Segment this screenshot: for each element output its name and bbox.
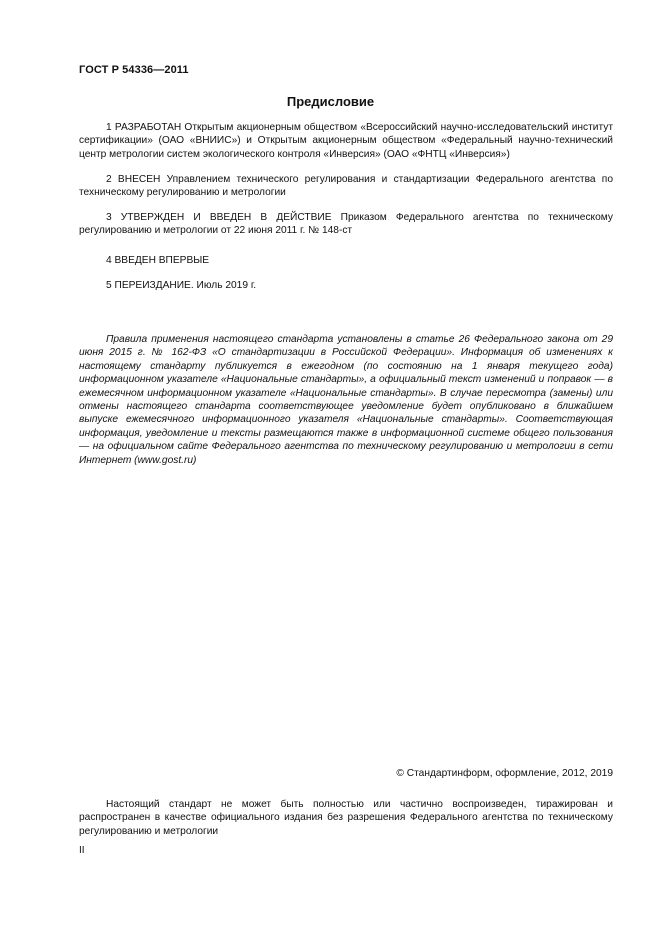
preface-item-5 (79, 279, 613, 292)
standard-code: ГОСТ Р 54336—2011 (79, 64, 189, 76)
preface-item-text: 4 ВВЕДЕН ВПЕРВЫЕ (106, 255, 210, 266)
page-title: Предисловие (286, 94, 375, 109)
preface-item-text: 5 ПЕРЕИЗДАНИЕ. Июль 2019 г. (106, 280, 257, 291)
preface-item-text: 1 РАЗРАБОТАН Открытым акционерным обществом «Всероссийский научно-исследовательский институт сертификации» (ОАО «ВНИИС») и Открытым акционерным обществом «Федеральный научно-технический центр метрологии систем экологического контроля «Инверсия» (ОАО «ФНТЦ «Инверсия») (79, 122, 613, 160)
reproduction-notice: Настоящий стандарт не может быть полностью или частично воспроизведен, тиражирован и распространен в качестве официального издания без разрешения Федерального агентства по техническому регулированию и метрологии (79, 799, 613, 837)
application-rules-note: Правила применения настоящего стандарта установлены в статье 26 Федерального закона от 29 июня 2015 г. № 162-ФЗ «О стандартизации в Российской Федерации». Информация об изменениях к настоящему стандарту публикуется в ежегодном (по состоянию на 1 января текущего года) информационном указателе «Национальные стандарты», а официальный текст изменений и поправок — в ежемесячном информационном указателе «Национальные стандарты». В случае пересмотра (замены) или отмены настоящего стандарта соответствующее уведомление будет опубликовано в ближайшем выпуске ежемесячного информационного указателя «Национальные стандарты». Соответствующая информация, уведомление и тексты размещаются также в информационной системе общего пользования — на официальном сайте Федерального агентства по техническому регулированию и метрологии в сети Интернет (www.gost.ru) (79, 334, 613, 466)
preface-item-1 (79, 121, 613, 161)
preface-item-4 (79, 254, 613, 267)
page-number: II (79, 845, 85, 856)
preface-item-text: 2 ВНЕСЕН Управлением технического регулирования и стандартизации Федерального агентства по техническому регулированию и метрологии (79, 174, 613, 199)
preface-item-3 (79, 211, 613, 238)
copyright-line: © Стандартинформ, оформление, 2012, 2019 (396, 768, 613, 779)
preface-item-2 (79, 173, 613, 200)
preface-item-text: 3 УТВЕРЖДЕН И ВВЕДЕН В ДЕЙСТВИЕ Приказом Федерального агентства по техническому регулированию и метрологии от 22 июня 2011 г. № 148-ст (79, 212, 613, 237)
